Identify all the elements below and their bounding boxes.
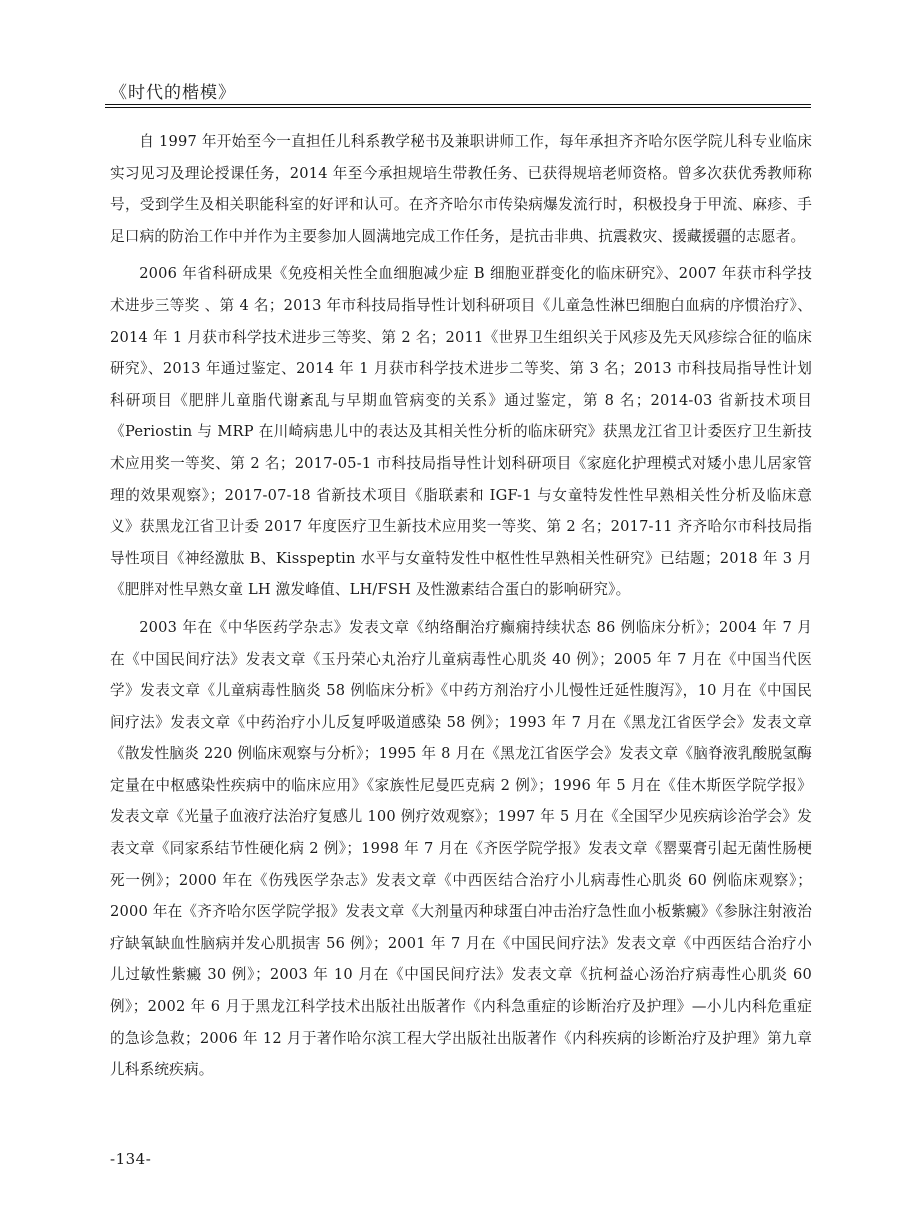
- page-number: -134-: [110, 1150, 152, 1168]
- running-header-title: 《时代的楷模》: [110, 83, 236, 103]
- paragraph-teaching: 自 1997 年开始至今一直担任儿科系教学秘书及兼职讲师工作，每年承担齐齐哈尔医学院儿科专业临床实习见习及理论授课任务，2014 年至今承担规培生带教任务、已获得规培老师资格。曾多次获优秀教师称号，受到学生及相关职能科室的好评和认可。在齐齐哈尔市传染病爆发流行时，积极投身于甲流、麻疹、手足口病的防治工作中并作为主要参加人圆满地完成工作任务，是抗击非典、抗震救灾、援藏援疆的志愿者。: [110, 133, 812, 245]
- paragraph-research: 2006 年省科研成果《免疫相关性全血细胞减少症 B 细胞亚群变化的临床研究》、2007 年获市科学技术进步三等奖 、第 4 名；2013 年市科技局指导性计划科研项目《儿童急性淋巴细胞白血病的序惯治疗》、2014 年 1 月获市科学技术进步三等奖、第 2 名；2011《世界卫生组织关于风疹及先天风疹综合征的临床研究》、2013 年通过鉴定、2014 年 1 月获市科学技术进步二等奖、第 3 名；2013 市科技局指导性计划科研项目《肥胖儿童脂代谢紊乱与早期血管病变的关系》通过鉴定，第 8 名；2014-03 省新技术项目《Periostin 与 MRP 在川崎病患儿中的表达及其相关性分析的临床研究》获黑龙江省卫计委医疗卫生新技术应用奖一等奖、第 2 名；2017-05-1 市科技局指导性计划科研项目《家庭化护理模式对矮小患儿居家管理的效果观察》；2017-07-18 省新技术项目《脂联素和 IGF-1 与女童特发性性早熟相关性分析及临床意义》获黑龙江省卫计委 2017 年度医疗卫生新技术应用奖一等奖、第 2 名；2017-11 齐齐哈尔市科技局指导性项目《神经激肽 B、Kisspeptin 水平与女童特发性中枢性性早熟相关性研究》已结题；2018 年 3 月《肥胖对性早熟女童 LH 激发峰值、LH/FSH 及性激素结合蛋白的影响研究》。: [110, 265, 812, 599]
- header-divider: [105, 104, 811, 105]
- paragraph-publications: 2003 年在《中华医药学杂志》发表文章《纳络酮治疗癫痫持续状态 86 例临床分析》；2004 年 7 月在《中国民间疗法》发表文章《玉丹荣心丸治疗儿童病毒性心肌炎 40 例》；2005 年 7 月在《中国当代医学》发表文章《儿童病毒性脑炎 58 例临床分析》《中药方剂治疗小儿慢性迁延性腹泻》，10 月在《中国民间疗法》发表文章《中药治疗小儿反复呼吸道感染 58 例》；1993 年 7 月在《黑龙江省医学会》发表文章《散发性脑炎 220 例临床观察与分析》；1995 年 8 月在《黑龙江省医学会》发表文章《脑脊液乳酸脱氢酶定量在中枢感染性疾病中的临床应用》《家族性尼曼匹克病 2 例》；1996 年 5 月在《佳木斯医学院学报》发表文章《光量子血液疗法治疗复感儿 100 例疗效观察》；1997 年 5 月在《全国罕少见疾病诊治学会》发表文章《同家系结节性硬化病 2 例》；1998 年 7 月在《齐医学院学报》发表文章《罂粟膏引起无菌性肠梗死一例》；2000 年在《伤残医学杂志》发表文章《中西医结合治疗小儿病毒性心肌炎 60 例临床观察》；2000 年在《齐齐哈尔医学院学报》发表文章《大剂量丙种球蛋白冲击治疗急性血小板紫癜》《参脉注射液治疗缺氧缺血性脑病并发心肌损害 56 例》；2001 年 7 月在《中国民间疗法》发表文章《中西医结合治疗小儿过敏性紫癜 30 例》；2003 年 10 月在《中国民间疗法》发表文章《抗柯益心汤治疗病毒性心肌炎 60 例》；2002 年 6 月于黑龙江科学技术出版社出版著作《内科急重症的诊断治疗及护理》—小儿内科危重症的急诊急救；2006 年 12 月于著作哈尔滨工程大学出版社出版著作《内科疾病的诊断治疗及护理》第九章儿科系统疾病。: [110, 618, 812, 1079]
- body-text: [110, 126, 812, 1092]
- header-divider-secondary: [105, 107, 811, 108]
